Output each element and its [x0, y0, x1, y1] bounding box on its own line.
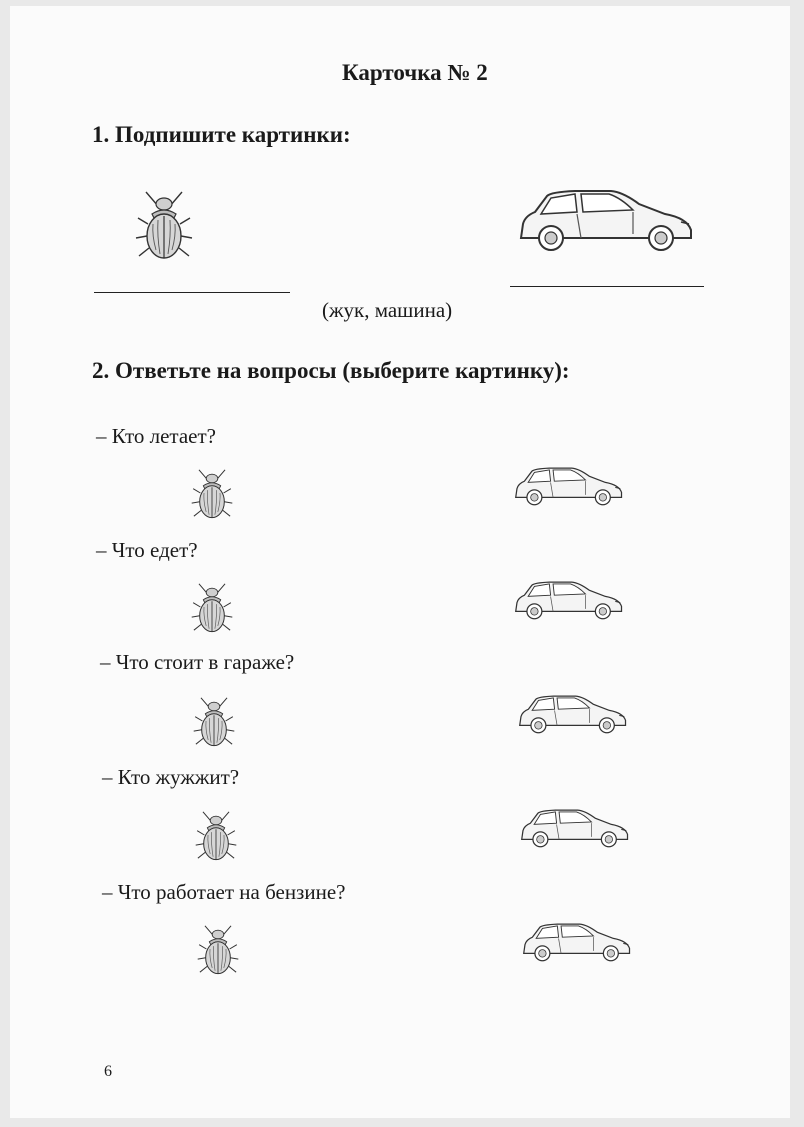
car-icon[interactable]: [512, 466, 624, 510]
car-icon[interactable]: [512, 580, 624, 624]
car-icon[interactable]: [515, 188, 695, 258]
question-5: – Что работает на бензине?: [102, 880, 346, 904]
beetle-icon[interactable]: [190, 464, 234, 522]
question-4: – Кто жужжит?: [102, 765, 240, 789]
car-icon[interactable]: [518, 808, 630, 852]
word-hint: (жук, машина): [322, 298, 453, 322]
card-title: Карточка № 2: [342, 60, 488, 85]
task2-heading: 2. Ответьте на вопросы (выберите картинку):: [92, 358, 570, 383]
beetle-icon[interactable]: [190, 578, 234, 636]
beetle-icon[interactable]: [194, 806, 238, 864]
beetle-icon[interactable]: [196, 920, 240, 978]
beetle-icon[interactable]: [192, 692, 236, 750]
question-1: – Кто летает?: [96, 424, 216, 448]
task1-heading: 1. Подпишите картинки:: [92, 122, 351, 147]
beetle-icon[interactable]: [134, 184, 194, 264]
page-number: 6: [104, 1063, 112, 1080]
question-3: – Что стоит в гараже?: [100, 650, 295, 674]
answer-line-car[interactable]: [510, 286, 704, 287]
car-icon[interactable]: [520, 922, 632, 966]
question-2: – Что едет?: [96, 538, 198, 562]
answer-line-beetle[interactable]: [94, 292, 290, 293]
car-icon[interactable]: [516, 694, 628, 738]
